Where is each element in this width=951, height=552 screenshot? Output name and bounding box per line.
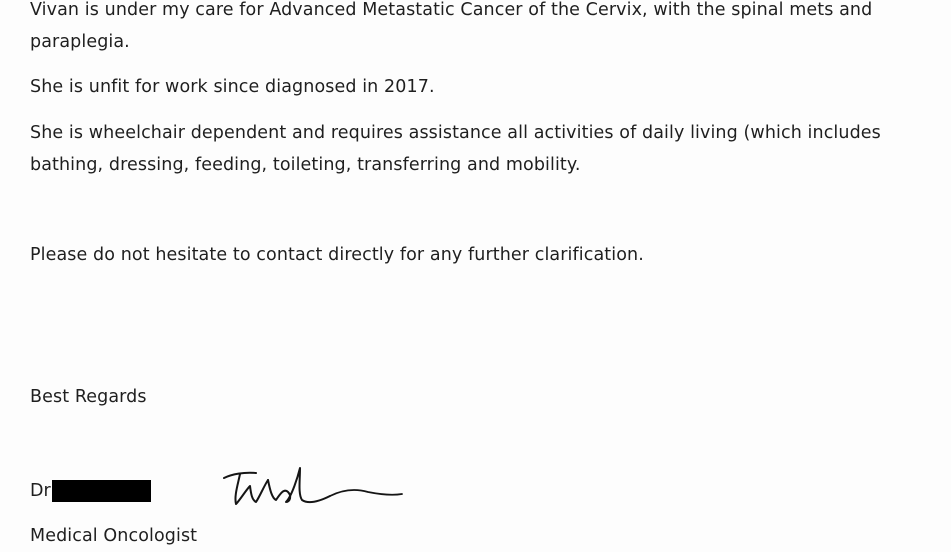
signatory-title: Medical Oncologist <box>30 526 198 546</box>
paragraph-care-needs: She is wheelchair dependent and requires assistance all activities of daily living (which includes bathing, dressing, feeding, toileting, transferring and mobility. <box>30 123 881 175</box>
paragraph-contact: Please do not hesitate to contact directly for any further clarification. <box>30 245 644 265</box>
paragraph-diagnosis: Vivan is under my care for Advanced Metastatic Cancer of the Cervix, with the spinal mets and paraplegia. <box>30 0 873 52</box>
paragraph-work-status: She is unfit for work since diagnosed in 2017. <box>30 77 435 97</box>
redaction-bar <box>52 480 151 502</box>
handwritten-signature <box>218 456 418 516</box>
signatory-prefix: Dr <box>30 481 51 501</box>
closing-regards: Best Regards <box>30 387 147 407</box>
signatory-name-line <box>30 475 151 507</box>
